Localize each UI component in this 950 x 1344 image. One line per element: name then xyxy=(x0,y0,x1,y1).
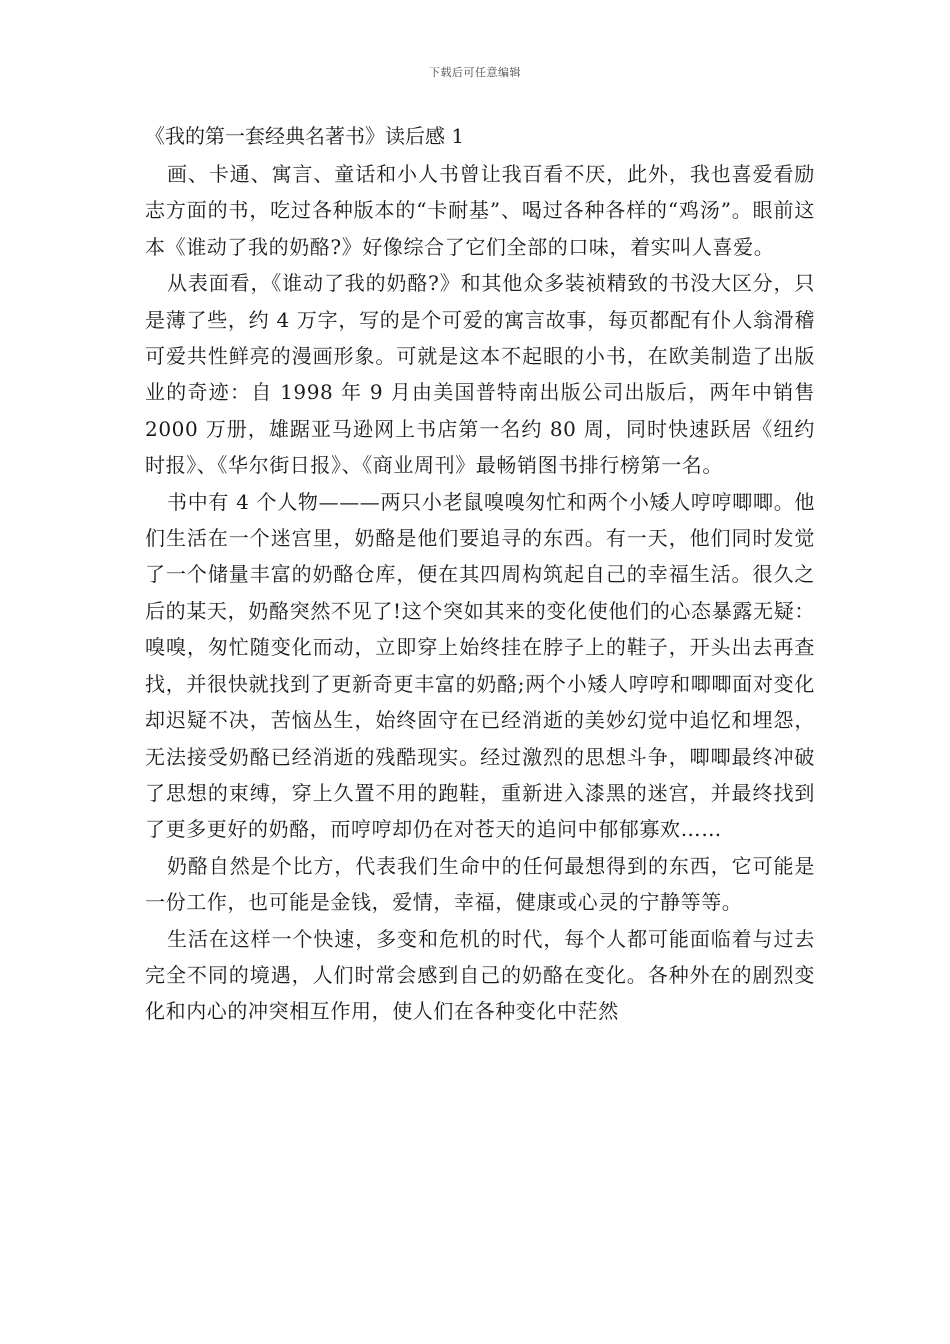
paragraph-4: 奶酪自然是个比方，代表我们生命中的任何最想得到的东西，它可能是一份工作，也可能是金钱，爱情，幸福，健康或心灵的宁静等等。 xyxy=(145,853,815,915)
paragraph-5: 生活在这样一个快速，多变和危机的时代，每个人都可能面临着与过去完全不同的境遇，人们时常会感到自己的奶酪在变化。各种外在的剧烈变化和内心的冲突相互作用，使人们在各种变化中茫然 xyxy=(145,926,815,1024)
paragraph-3: 书中有 4 个人物———两只小老鼠嗅嗅匆忙和两个小矮人哼哼唧唧。他们生活在一个迷宫里，奶酪是他们要追寻的东西。有一天，他们同时发觉了一个储量丰富的奶酪仓库，便在其四周构筑起自己的幸福生活。很久之后的某天，奶酪突然不见了!这个突如其来的变化使他们的心态暴露无疑：嗅嗅，匆忙随变化而动，立即穿上始终挂在脖子上的鞋子，开头出去再查找，并很快就找到了更新奇更丰富的奶酪;两个小矮人哼哼和唧唧面对变化却迟疑不决，苦恼丛生，始终固守在已经消逝的美妙幻觉中追忆和埋怨，无法接受奶酪已经消逝的残酷现实。经过激烈的思想斗争，唧唧最终冲破了思想的束缚，穿上久置不用的跑鞋，重新进入漆黑的迷宫，并最终找到了更多更好的奶酪，而哼哼却仍在对苍天的追问中郁郁寡欢…… xyxy=(145,489,815,842)
paragraph-2: 从表面看，《谁动了我的奶酪?》和其他众多装祯精致的书没大区分，只是薄了些，约 4 万字，写的是个可爱的寓言故事，每页都配有仆人翁滑稽可爱共性鲜亮的漫画形象。可就是这本不起眼的小书，在欧美制造了出版业的奇迹：自 1998 年 9 月由美国普特南出版公司出版后，两年中销售 2000 万册，雄踞亚马逊网上书店第一名约 80 周，同时快速跃居《纽约时报》、《华尔街日报》、《商业周刊》最畅销图书排行榜第一名。 xyxy=(145,271,815,478)
document-title: 《我的第一套经典名著书》读后感 1 xyxy=(145,124,465,148)
header-note: 下载后可任意编辑 xyxy=(429,66,521,79)
paragraph-1: 画、卡通、寓言、童话和小人书曾让我百看不厌，此外，我也喜爱看励志方面的书，吃过各种版本的“卡耐基”、喝过各种各样的“鸡汤”。眼前这本《谁动了我的奶酪?》好像综合了它们全部的口味，着实叫人喜爱。 xyxy=(145,162,815,259)
document-body xyxy=(145,156,815,1030)
